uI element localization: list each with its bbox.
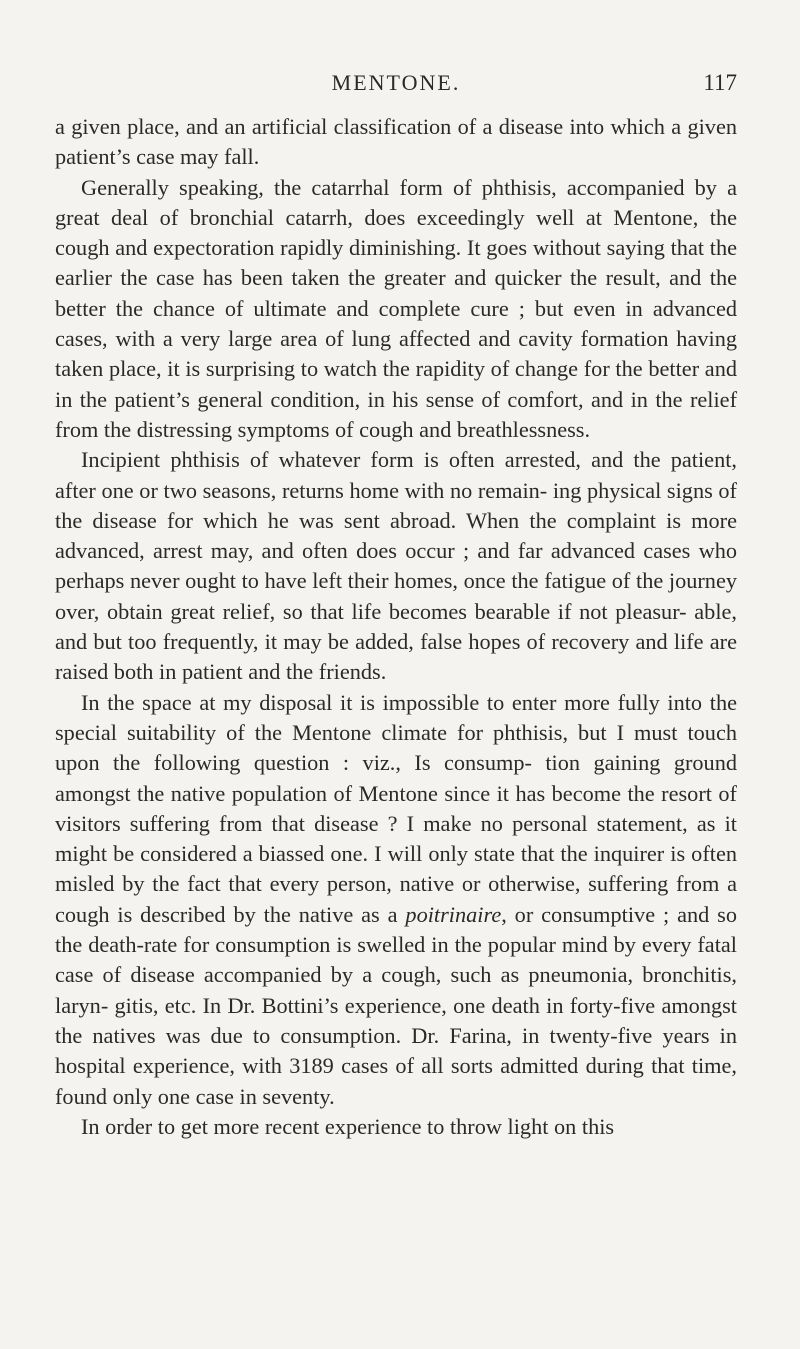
paragraph-catarrhal-phthisis: Generally speaking, the catarrhal form of phthisis, accompanied by a great deal of bronchial catarrh, does exceedingly well at Mentone, the cough and expectoration rapidly diminishing. It goes without saying that the earlier the case has been taken the greater and quicker the result, and the better the chance of ultimate and complete cure ; but even in advanced cases, with a very large area of lung affected and cavity formation having taken place, it is surprising to watch the rapidity of change for the better and in the patient’s general condition, in his sense of comfort, and in the relief from the distressing symptoms of cough and breathlessness. xyxy=(55,174,737,442)
paragraph-text-before-italic: In the space at my disposal it is impossible to enter more fully into the special suitability of the Mentone climate for phthisis, but I must touch upon the following question : viz., Is consump- tion gaining ground amongst the native population of Mentone since it has become the resort of visitors suffering from that disease ? I make no personal statement, as it might be considered a biassed one. I will only state that the inquirer is often misled by the fact that every person, native or otherwise, suffering from a cough is described by the native as a xyxy=(55,689,737,927)
running-title: MENTONE. xyxy=(331,70,461,95)
paragraph-continued: a given place, and an artificial classification of a disease into which a given patient’s case may fall. xyxy=(55,114,737,170)
page-number: 117 xyxy=(703,70,737,95)
italic-term: poitrinaire xyxy=(405,901,502,927)
body-text xyxy=(55,112,737,1142)
paragraph-text-after-italic: , or consumptive ; and so the death-rate for consumption is swelled in the popular mind by every fatal case of disease accompanied by a cough, such as pneumonia, bronchitis, laryn- gitis, etc. In Dr. Bottini’s experience, one death in forty-five amongst the natives was due to consumption. Dr. Farina, in twenty-five years in hospital experience, with 3189 cases of all sorts admitted during that time, found only one case in seventy. xyxy=(55,901,737,1109)
page-header xyxy=(55,70,737,104)
paragraph-recent-experience: In order to get more recent experience to throw light on this xyxy=(81,1113,615,1139)
paragraph-consumption-natives xyxy=(55,688,737,1112)
paragraph-incipient-phthisis: Incipient phthisis of whatever form is often arrested, and the patient, after one or two seasons, returns home with no remain- ing physical signs of the disease for which he was sent abroad. When the complaint is more advanced, arrest may, and often does occur ; and far advanced cases who perhaps never ought to have left their homes, once the fatigue of the journey over, obtain great relief, so that life becomes bearable if not pleasur- able, and but too frequently, it may be added, false hopes of recovery and life are raised both in patient and the friends. xyxy=(55,447,737,685)
